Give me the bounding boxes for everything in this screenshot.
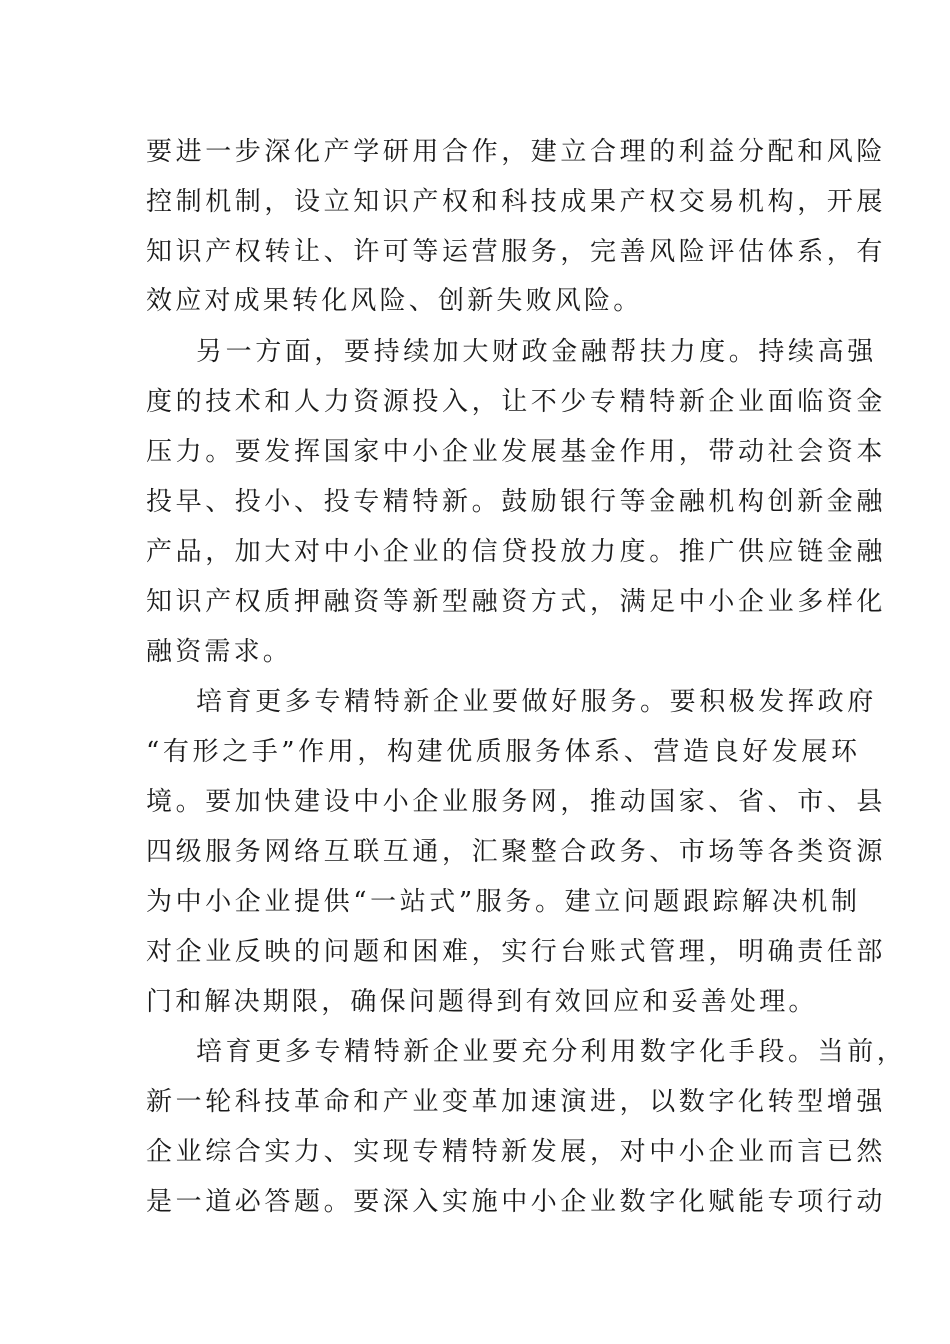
text-line-21: 企业综合实力、实现专精特新发展，对中小企业而言已然 xyxy=(146,1137,887,1167)
text-line-5: 另一方面，要持续加大财政金融帮扶力度。持续高强 xyxy=(196,337,877,367)
text-line-3: 知识产权转让、许可等运营服务，完善风险评估体系，有 xyxy=(146,237,887,267)
text-line-6: 度的技术和人力资源投入，让不少专精特新企业面临资金 xyxy=(146,387,887,417)
text-line-15: 四级服务网络互联互通，汇聚整合政务、市场等各类资源 xyxy=(146,837,887,867)
text-line-22: 是一道必答题。要深入实施中小企业数字化赋能专项行动 xyxy=(146,1187,887,1217)
text-line-7: 压力。要发挥国家中小企业发展基金作用，带动社会资本 xyxy=(146,437,887,467)
text-line-11: 融资需求。 xyxy=(146,637,293,667)
text-line-16: 为中小企业提供“一站式”服务。建立问题跟踪解决机制 xyxy=(146,887,861,917)
text-line-14: 境。要加快建设中小企业服务网，推动国家、省、市、县 xyxy=(146,787,887,817)
text-line-9: 产品，加大对中小企业的信贷投放力度。推广供应链金融 xyxy=(146,537,887,567)
text-line-4: 效应对成果转化风险、创新失败风险。 xyxy=(146,286,643,316)
text-line-20: 新一轮科技革命和产业变革加速演进，以数字化转型增强 xyxy=(146,1087,887,1117)
text-line-10: 知识产权质押融资等新型融资方式，满足中小企业多样化 xyxy=(146,587,887,617)
text-line-18: 门和解决期限，确保问题得到有效回应和妥善处理。 xyxy=(146,987,818,1017)
text-line-12: 培育更多专精特新企业要做好服务。要积极发挥政府 xyxy=(196,687,877,717)
text-line-17: 对企业反映的问题和困难，实行台账式管理，明确责任部 xyxy=(146,937,887,967)
text-line-1: 要进一步深化产学研用合作，建立合理的利益分配和风险 xyxy=(146,137,887,167)
text-line-8: 投早、投小、投专精特新。鼓励银行等金融机构创新金融 xyxy=(146,487,887,517)
text-line-19: 培育更多专精特新企业要充分利用数字化手段。当前， xyxy=(196,1037,907,1067)
text-line-2: 控制机制，设立知识产权和科技成果产权交易机构，开展 xyxy=(146,187,887,217)
text-line-13: “有形之手”作用，构建优质服务体系、营造良好发展环 xyxy=(146,737,861,767)
